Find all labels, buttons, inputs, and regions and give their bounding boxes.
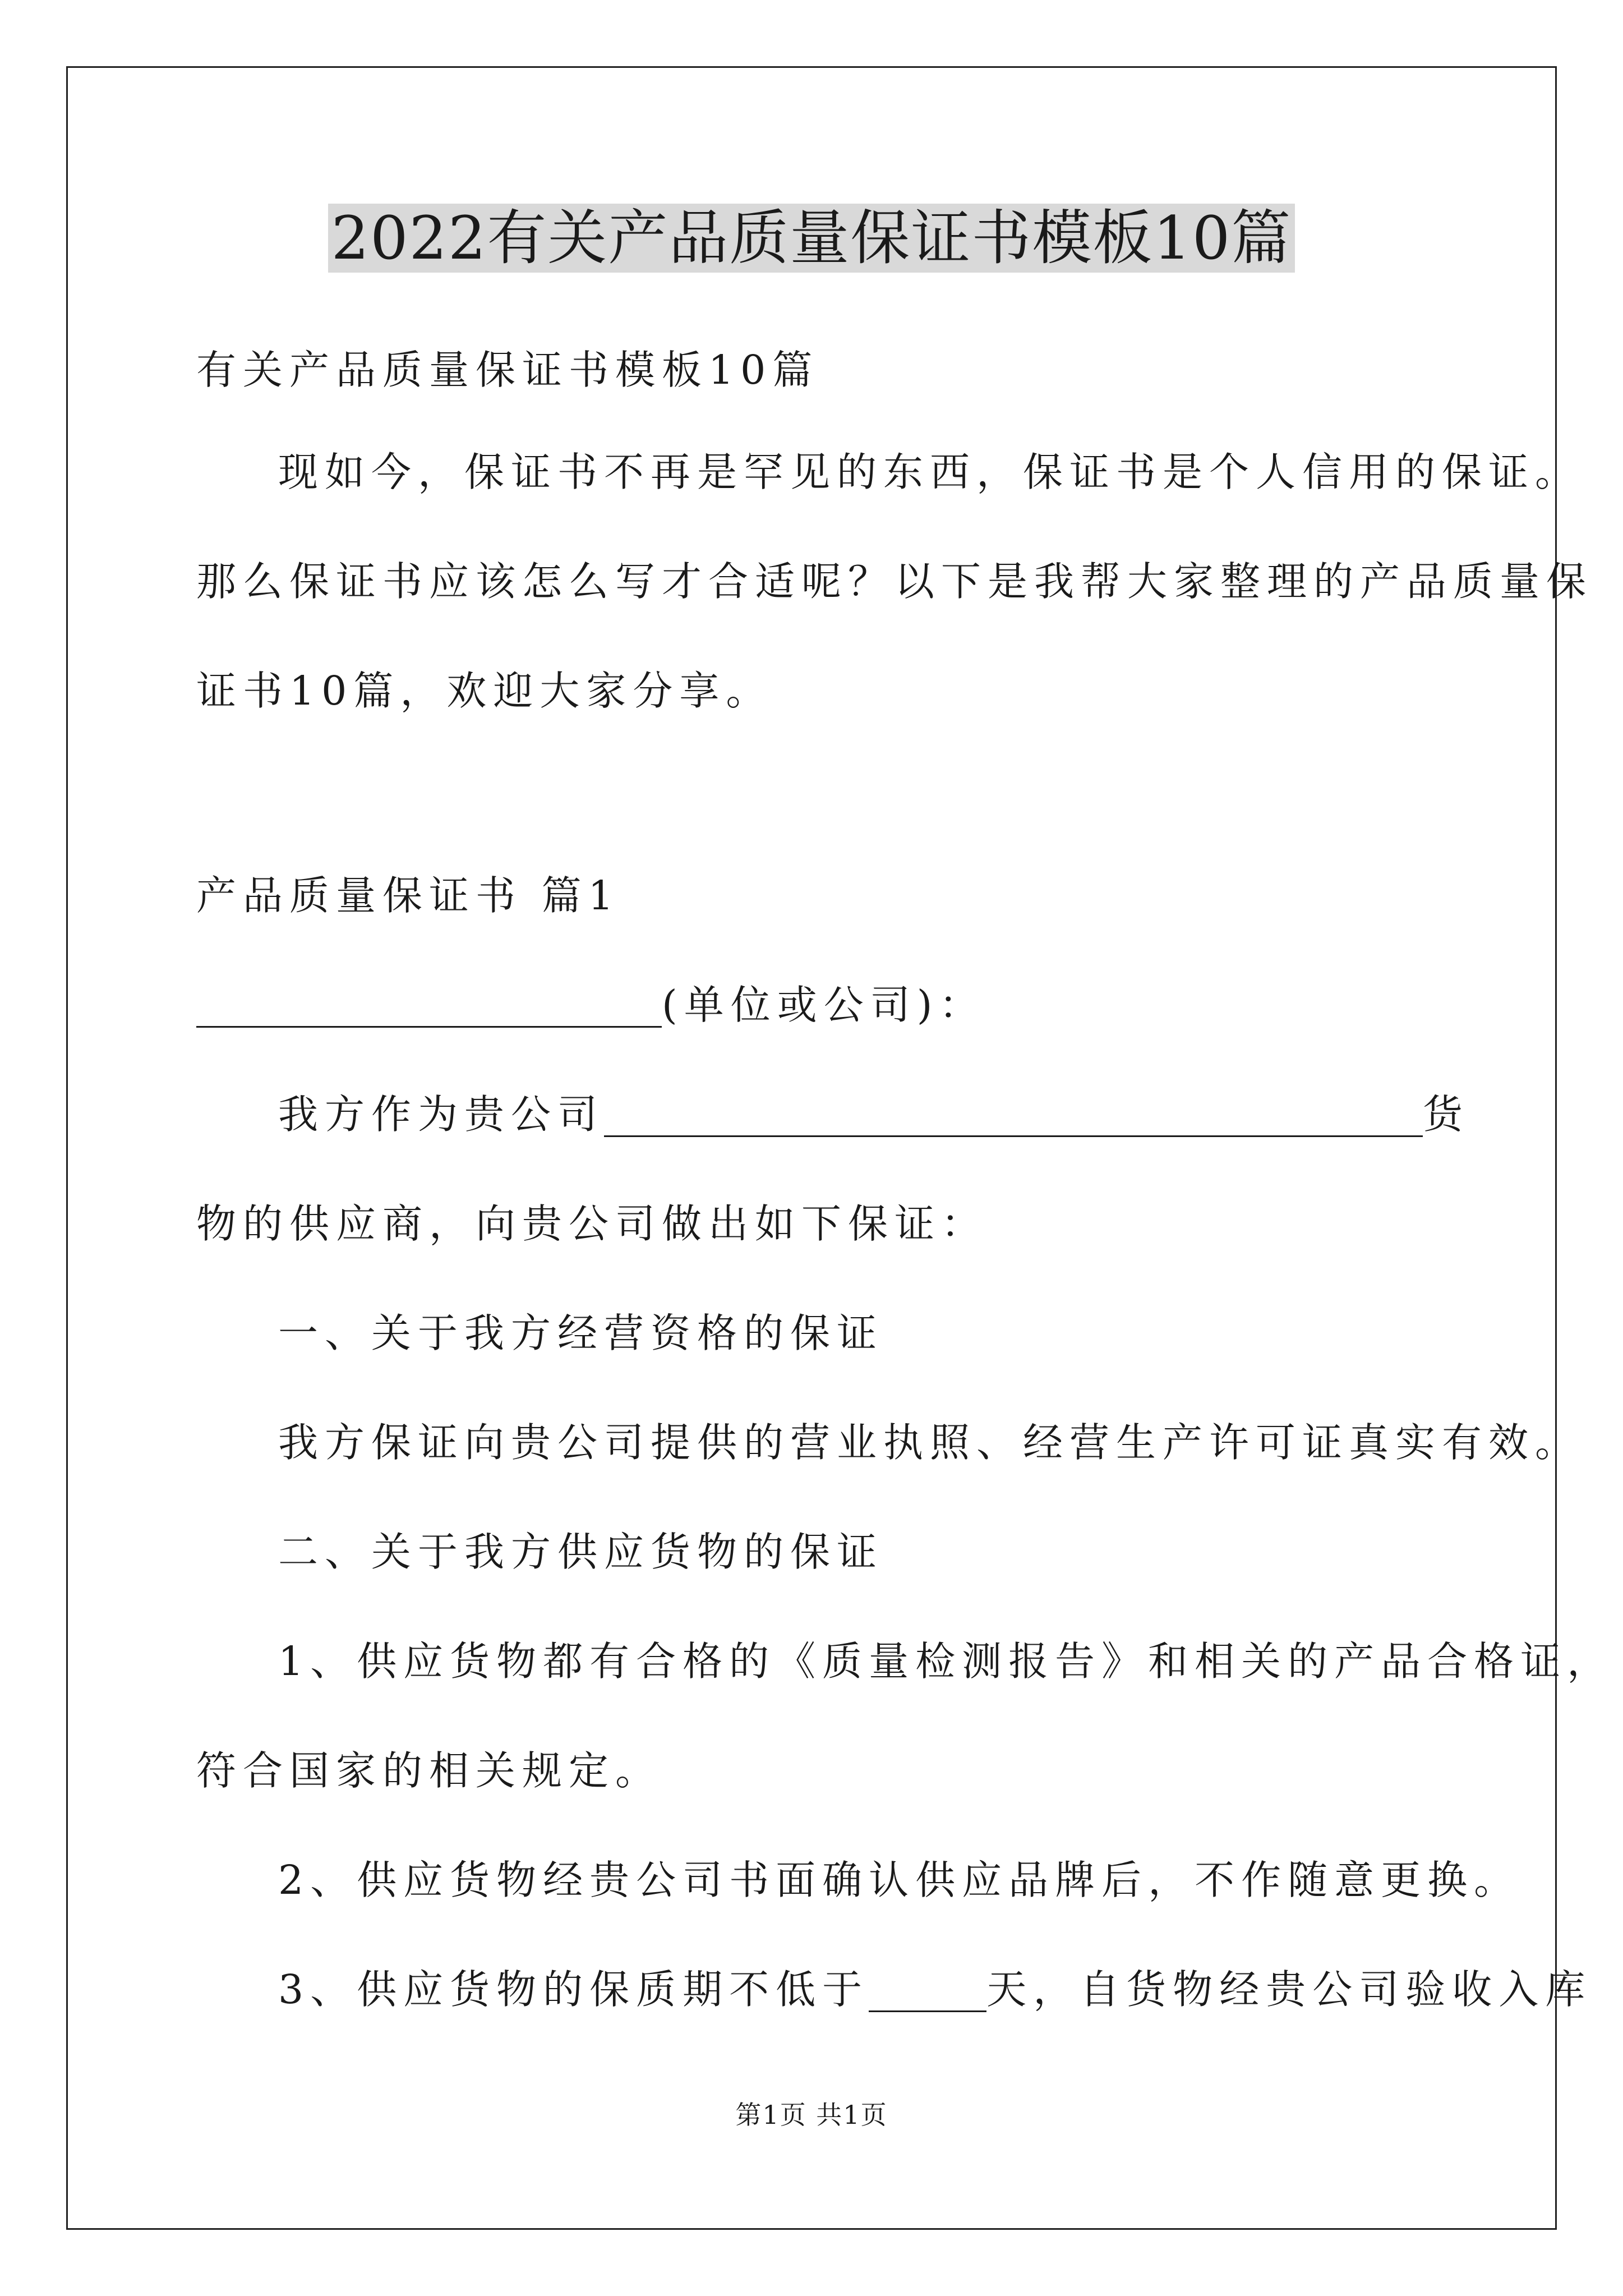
item2-point1-cont: 符合国家的相关规定。 <box>196 1747 662 1794</box>
item2-point3-suffix: 天，自货物经贵公司验收入库 <box>986 1966 1592 2013</box>
item1-text: 我方保证向贵公司提供的营业执照、经营生产许可证真实有效。 <box>278 1419 1582 1466</box>
supplier-line <box>196 1091 1470 1138</box>
supplier-line-cont: 物的供应商，向贵公司做出如下保证： <box>196 1200 988 1247</box>
page-footer: 第1页 共1页 <box>735 2100 888 2130</box>
item2-point2: 2、供应货物经贵公司书面确认供应品牌后，不作随意更换。 <box>278 1857 1521 1903</box>
supplier-prefix: 我方作为贵公司 <box>278 1091 605 1138</box>
subtitle: 有关产品质量保证书模板10篇 <box>196 347 819 393</box>
document-body <box>196 347 1614 2013</box>
document-title <box>0 199 1623 278</box>
item1-heading: 一、关于我方经营资格的保证 <box>278 1310 884 1356</box>
supplier-blank <box>604 1099 1423 1137</box>
recipient-blank <box>196 990 662 1028</box>
item2-point3-prefix: 3、供应货物的保质期不低于 <box>278 1966 869 2013</box>
item2-point1: 1、供应货物都有合格的《质量检测报告》和相关的产品合格证， <box>278 1638 1614 1685</box>
supplier-suffix: 货 <box>1423 1091 1470 1138</box>
recipient-suffix: (单位或公司)： <box>662 982 986 1028</box>
title-text: 2022有关产品质量保证书模板10篇 <box>328 204 1295 273</box>
item2-heading: 二、关于我方供应货物的保证 <box>278 1529 884 1575</box>
shelf-life-blank <box>869 1975 986 2012</box>
intro-line-2: 那么保证书应该怎么写才合适呢？以下是我帮大家整理的产品质量保 <box>196 558 1593 605</box>
recipient-line <box>196 983 1447 1028</box>
intro-line-1: 现如今，保证书不再是罕见的东西，保证书是个人信用的保证。 <box>278 449 1582 495</box>
item2-point3 <box>196 1966 1592 2013</box>
intro-line-3: 证书10篇，欢迎大家分享。 <box>196 668 773 714</box>
section-heading: 产品质量保证书 篇1 <box>196 872 620 919</box>
